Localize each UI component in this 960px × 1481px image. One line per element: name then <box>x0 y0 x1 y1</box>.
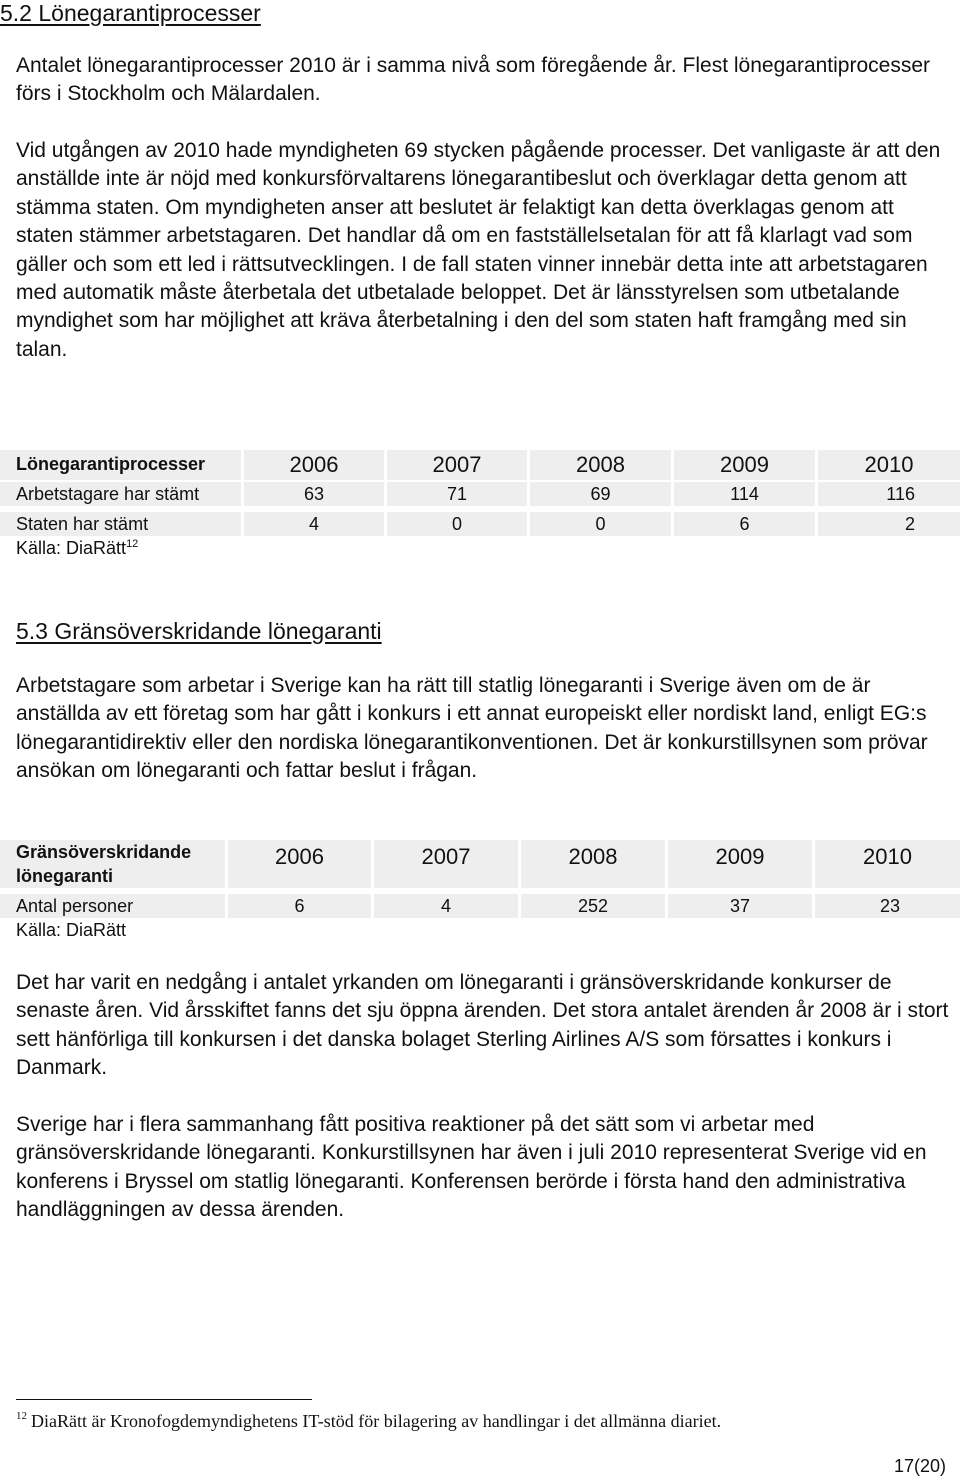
section-heading-5-2: 5.2 Lönegarantiprocesser <box>0 0 261 26</box>
section-heading-5-3: 5.3 Gränsöverskridande lönegaranti <box>16 618 382 644</box>
table-source: Källa: DiaRätt <box>16 920 127 940</box>
table-header-year: 2007 <box>374 840 518 888</box>
source-text: Källa: DiaRätt <box>16 538 127 558</box>
paragraph: Arbetstagare som arbetar i Sverige kan ha rätt till statlig lönegaranti i Sverige även om de är anställda av ett företag som har gått i konkurs i ett annat europeiskt eller nordiskt land, enligt EG:s lönegarantidirektiv eller den nordiska lönegarantikonventionen. Det är konkurstillsynen som prövar ansökan om lönegaranti och fattar beslut i frågan. <box>16 674 928 783</box>
table-header-year: 2010 <box>818 450 960 480</box>
table-cell: 0 <box>530 512 671 536</box>
table-header-year: 2009 <box>668 840 812 888</box>
footnote <box>16 1410 721 1432</box>
table-cell: 63 <box>244 482 384 506</box>
table-cell: 116 <box>818 482 960 506</box>
table-cell: 114 <box>674 482 815 506</box>
footnote-text: DiaRätt är Kronofogdemyndighetens IT-stöd för bilagering av handlingar i det allmänna diariet. <box>31 1411 722 1431</box>
table-header-year: 2008 <box>521 840 665 888</box>
paragraph: Sverige har i flera sammanhang fått positiva reaktioner på det sätt som vi arbetar med gränsöverskridande lönegaranti. Konkurstillsynen har även i juli 2010 representerat Sverige vid en konferens i Bryssel om statlig lönegaranti. Konferensen berörde i första hand den administrativa handläggningen av dessa ärenden. <box>16 1113 927 1222</box>
footnote-separator <box>16 1399 312 1400</box>
table-cell: 0 <box>387 512 527 536</box>
table-cell: 37 <box>668 894 812 918</box>
table-cell: 2 <box>818 512 960 536</box>
table-cell: 71 <box>387 482 527 506</box>
table-header-label-line2: lönegaranti <box>16 866 114 886</box>
table-cell: 69 <box>530 482 671 506</box>
table-row-label: Antal personer <box>0 894 225 918</box>
table-header-year: 2008 <box>530 450 671 480</box>
table-header-year: 2007 <box>387 450 527 480</box>
table-row-label: Staten har stämt <box>0 512 241 536</box>
table-cell: 6 <box>228 894 371 918</box>
table-cell: 252 <box>521 894 665 918</box>
page-number: 17(20) <box>893 1456 946 1476</box>
table-header-year: 2006 <box>244 450 384 480</box>
paragraph: Vid utgången av 2010 hade myndigheten 69 stycken pågående processer. Det vanligaste är att den anställde inte är nöjd med konkursförvaltarens lönegarantibeslut och överklagar detta genom att stämma staten. Om myndigheten anser att beslutet är felaktigt kan detta överklagas genom att staten stämmer arbetstagaren. Det handlar då om en fastställelsetalan för att få klarlagt vad som gäller och som ett led i rättsutvecklingen. I de fall staten vinner innebär detta inte att arbetstagaren med automatik måste återbetala det utbetalade beloppet. Det är länsstyrelsen som utbetalande myndighet som har möjlighet att kräva återbetalning i den del som staten haft framgång med sin talan. <box>16 139 941 361</box>
table-header-year: 2006 <box>228 840 371 888</box>
table-header-label <box>0 840 225 888</box>
table-source <box>16 538 138 559</box>
table-cell: 4 <box>374 894 518 918</box>
paragraph: Antalet lönegarantiprocesser 2010 är i samma nivå som föregående år. Flest lönegarantiprocesser förs i Stockholm och Mälardalen. <box>16 54 931 106</box>
table-cell: 6 <box>674 512 815 536</box>
footnote-number: 12 <box>16 1410 27 1422</box>
table-row-label: Arbetstagare har stämt <box>0 482 241 506</box>
table-cell: 4 <box>244 512 384 536</box>
footnote-reference[interactable]: 12 <box>126 538 139 550</box>
table-header-label-line1: Gränsöverskridande <box>16 842 192 862</box>
table-cell: 23 <box>815 894 960 918</box>
table-header-year: 2009 <box>674 450 815 480</box>
table-header-year: 2010 <box>815 840 960 888</box>
table-header-label: Lönegarantiprocesser <box>0 450 241 480</box>
paragraph: Det har varit en nedgång i antalet yrkanden om lönegaranti i gränsöverskridande konkurser de senaste åren. Vid årsskiftet fanns det sju öppna ärenden. Det stora antalet ärenden år 2008 är i stort sett hänförliga till konkursen i det danska bolaget Sterling Airlines A/S som försattes i konkurs i Danmark. <box>16 971 949 1080</box>
